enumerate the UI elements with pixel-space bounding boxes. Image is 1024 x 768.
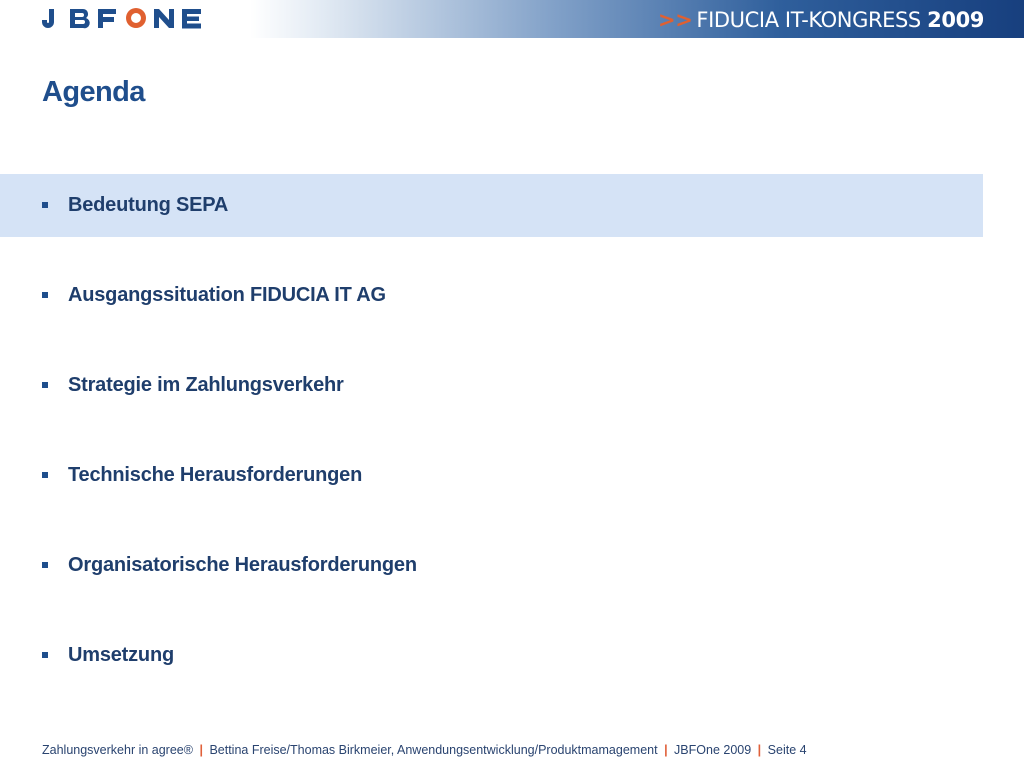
square-bullet-icon (42, 562, 48, 568)
square-bullet-icon (42, 292, 48, 298)
square-bullet-icon (42, 382, 48, 388)
footer-topic: Zahlungsverkehr in agree® (42, 743, 193, 757)
agenda-list (0, 174, 983, 714)
square-bullet-icon (42, 472, 48, 478)
agenda-item-ausgangssituation[interactable] (0, 264, 983, 327)
agenda-item-umsetzung[interactable] (0, 624, 983, 687)
square-bullet-icon (42, 202, 48, 208)
footer-event: JBFOne 2009 (674, 743, 752, 757)
footer (42, 743, 807, 757)
page-title: Agenda (42, 76, 145, 108)
event-year: 2009 (927, 8, 984, 32)
footer-page-number: Seite 4 (767, 743, 807, 757)
footer-separator: | (199, 743, 203, 757)
footer-authors: Bettina Freise/Thomas Birkmeier, Anwendungsentwicklung/Produktmamagement (209, 743, 658, 757)
agenda-item-label: Ausgangssituation FIDUCIA IT AG (68, 284, 386, 306)
square-bullet-icon (42, 652, 48, 658)
footer-separator: | (757, 743, 762, 757)
agenda-item-bedeutung-sepa[interactable] (0, 174, 983, 237)
jbfone-logo (40, 5, 210, 33)
agenda-item-label: Organisatorische Herausforderungen (68, 554, 417, 576)
agenda-item-strategie[interactable] (0, 354, 983, 417)
agenda-item-label: Umsetzung (68, 644, 174, 666)
agenda-item-technische-herausforderungen[interactable] (0, 444, 983, 507)
footer-separator: | (664, 743, 668, 757)
event-title (658, 6, 984, 34)
agenda-item-organisatorische-herausforderungen[interactable] (0, 534, 983, 597)
agenda-item-label: Bedeutung SEPA (68, 194, 229, 216)
double-chevron-icon: >> (658, 8, 693, 32)
header-bar (0, 0, 1024, 38)
agenda-item-label: Strategie im Zahlungsverkehr (68, 374, 344, 396)
agenda-item-label: Technische Herausforderungen (68, 464, 363, 486)
event-name: FIDUCIA IT-KONGRESS (696, 8, 921, 32)
